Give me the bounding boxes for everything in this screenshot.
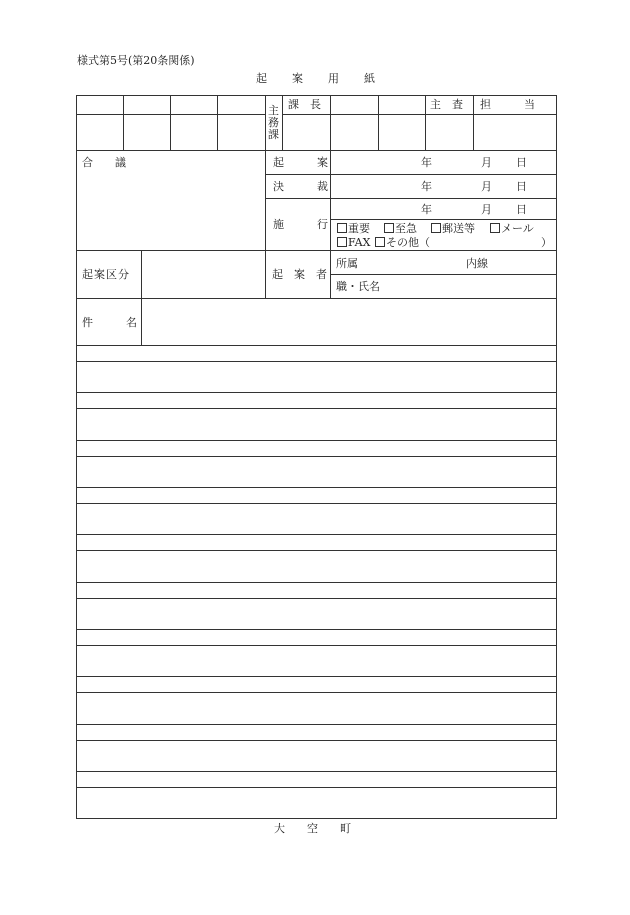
shumuka-label-2: 務	[268, 116, 279, 129]
form-number: 様式第5号(第20条関係)	[77, 54, 195, 67]
rule	[76, 582, 556, 583]
rule	[265, 174, 556, 175]
seal-field[interactable]	[218, 115, 264, 149]
kian-day: 日	[516, 156, 527, 169]
rule	[330, 95, 331, 299]
rule	[330, 219, 556, 220]
checkbox-fax[interactable]: FAX	[337, 236, 370, 249]
rule	[76, 487, 556, 488]
rule	[76, 456, 556, 457]
rule	[265, 198, 556, 199]
shiko-date-label: 施 行	[273, 218, 328, 231]
shumuka-label-1: 主	[268, 104, 279, 117]
kian-date-label: 起 案	[273, 156, 328, 169]
checkbox-shikyu[interactable]: 至急	[384, 222, 417, 235]
rule	[76, 771, 556, 772]
shozoku-label: 所属	[336, 257, 358, 270]
naisen-label: 内線	[466, 257, 488, 270]
kian-month: 月	[481, 156, 492, 169]
page-title: 起 案 用 紙	[256, 72, 376, 85]
kenmei-field[interactable]	[142, 299, 555, 344]
rule	[76, 345, 556, 346]
rule	[76, 550, 556, 551]
rule	[76, 408, 556, 409]
kian-year: 年	[421, 156, 432, 169]
shumuka-label-3: 課	[268, 128, 279, 141]
shusa-label: 主 査	[430, 98, 463, 111]
checkbox-other[interactable]: その他（	[375, 236, 430, 249]
rule	[76, 534, 556, 535]
rule	[76, 676, 556, 677]
tanto-label: 担 当	[480, 98, 535, 111]
town-name: 大 空 町	[274, 822, 351, 835]
checkbox-email[interactable]: メール	[490, 222, 534, 235]
rule	[76, 740, 556, 741]
kacho-seal-field[interactable]	[283, 115, 329, 149]
rule	[76, 361, 556, 362]
rule	[76, 150, 556, 151]
rule	[378, 95, 379, 150]
rule	[76, 629, 556, 630]
checkbox-juyo[interactable]: 重要	[337, 222, 370, 235]
gougi-label: 合 議	[82, 156, 126, 169]
kiansha-label: 起 案 者	[272, 268, 327, 281]
kessai-day: 日	[516, 180, 527, 193]
shiko-day: 日	[516, 203, 527, 216]
rule	[76, 645, 556, 646]
other-close-paren: ）	[541, 236, 552, 249]
rule	[265, 95, 266, 299]
rule	[76, 440, 556, 441]
kessai-year: 年	[421, 180, 432, 193]
rule	[76, 692, 556, 693]
shusa-seal-field[interactable]	[426, 115, 472, 149]
shiko-month: 月	[481, 203, 492, 216]
kessai-month: 月	[481, 180, 492, 193]
rule	[76, 503, 556, 504]
shiko-year: 年	[421, 203, 432, 216]
rule	[76, 598, 556, 599]
kian-kubun-label: 起案区分	[82, 268, 130, 281]
kacho-label: 課 長	[288, 98, 321, 111]
kenmei-label: 件 名	[82, 316, 137, 329]
rule	[76, 392, 556, 393]
kian-kubun-field[interactable]	[142, 251, 264, 297]
kessai-date-label: 決 裁	[273, 180, 328, 193]
gougi-field[interactable]	[77, 172, 264, 248]
seal-field[interactable]	[171, 115, 216, 149]
seal-field[interactable]	[77, 115, 122, 149]
rule	[330, 274, 556, 275]
checkbox-yuso[interactable]: 郵送等	[431, 222, 475, 235]
rule	[76, 787, 556, 788]
tanto-seal-field[interactable]	[474, 115, 555, 149]
shoku-shimei-label: 職・氏名	[336, 280, 380, 293]
rule	[76, 724, 556, 725]
seal-field[interactable]	[124, 115, 169, 149]
